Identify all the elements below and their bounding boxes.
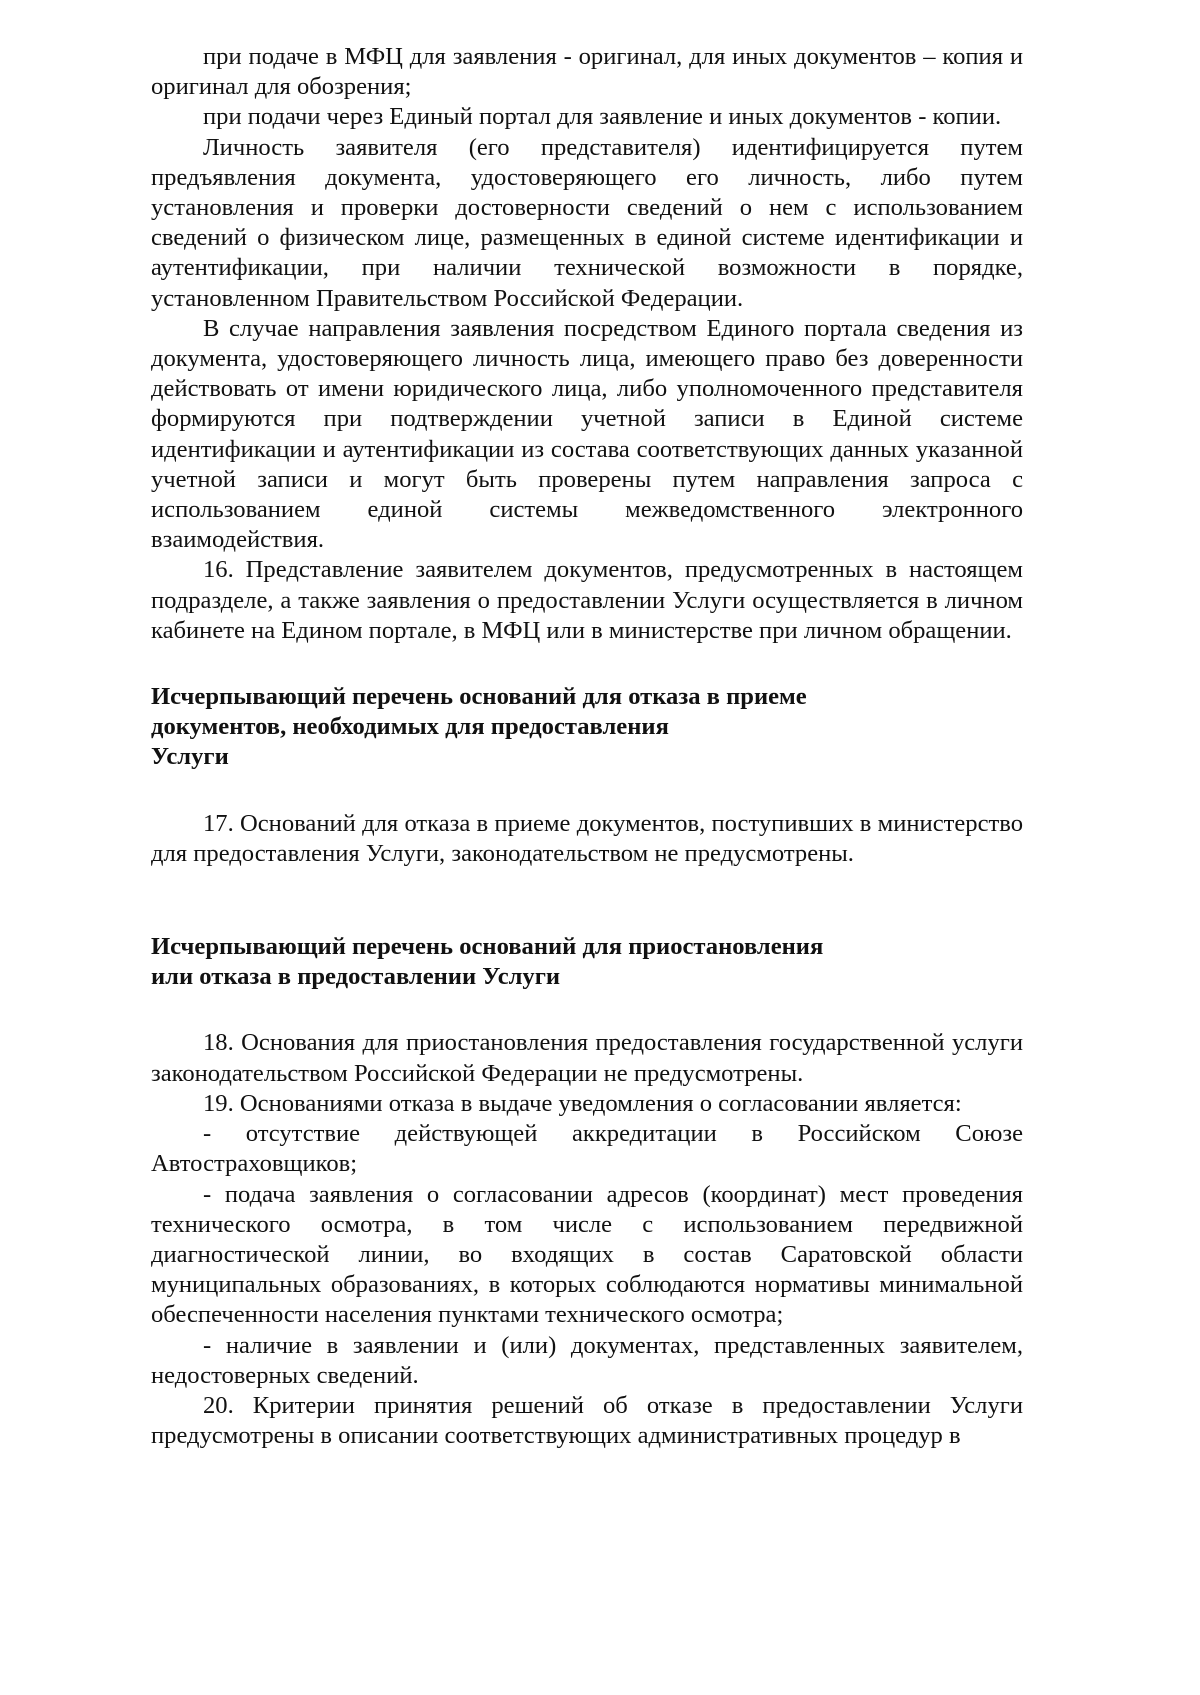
section-heading-suspension-refusal — [151, 932, 1023, 992]
list-item-false-information: - наличие в заявлении и (или) документах, представленных заявителем, недостоверных сведений. — [151, 1331, 1023, 1389]
paragraph-portal-data: В случае направления заявления посредством Единого портала сведения из документа, удостоверяющего личность лица, имеющего право без доверенности действовать от имени юридического лица, либо уполномоченного представителя формируются при подтверждении учетной записи в Единой системе идентификации и аутентификации из состава соответствующих данных указанной учетной записи и могут быть проверены путем направления запроса с использованием единой системы межведомственного электронного взаимодействия. — [151, 314, 1023, 554]
paragraph-identity: Личность заявителя (его представителя) идентифицируется путем предъявления документа, удостоверяющего его личность, либо путем установления и проверки достоверности сведений о нем с использованием сведений о физическом лице, размещенных в единой системе идентификации и аутентификации, при наличии технической возможности в порядке, установленном Правительством Российской Федерации. — [151, 133, 1023, 312]
list-item-accreditation: - отсутствие действующей аккредитации в Российском Союзе Автостраховщиков; — [151, 1120, 1023, 1178]
paragraph-mfc-submission: при подаче в МФЦ для заявления - оригинал, для иных документов – копия и оригинал для обозрения; — [151, 43, 1023, 101]
paragraph-18: 18. Основания для приостановления предоставления государственной услуги законодательством Российской Федерации не предусмотрены. — [151, 1029, 1023, 1087]
paragraph-17: 17. Оснований для отказа в приеме документов, поступивших в министерство для предоставления Услуги, законодательством не предусмотрены. — [151, 809, 1023, 867]
heading-line: Исчерпывающий перечень оснований для приостановления — [151, 933, 824, 961]
paragraph-19: 19. Основаниями отказа в выдаче уведомления о согласовании является: — [203, 1089, 962, 1117]
list-item-address-application: - подача заявления о согласовании адресов (координат) мест проведения технического осмотра, в том числе с использованием передвижной диагностической линии, во входящих в состав Саратовской области муниципальных образованиях, в которых соблюдаются нормативы минимальной обеспеченности населения пунктами технического осмотра; — [151, 1180, 1023, 1329]
heading-line: или отказа в предоставлении Услуги — [151, 963, 561, 991]
heading-line: Исчерпывающий перечень оснований для отказа в приеме — [151, 683, 807, 711]
paragraph-portal-submission: при подачи через Единый портал для заявление и иных документов - копии. — [203, 103, 1002, 131]
heading-line: документов, необходимых для предоставления — [151, 713, 669, 741]
paragraph-16: 16. Представление заявителем документов, предусмотренных в настоящем подразделе, а также заявления о предоставлении Услуги осуществляется в личном кабинете на Едином портале, в МФЦ или в министерстве при личном обращении. — [151, 556, 1023, 644]
heading-line: Услуги — [151, 743, 229, 771]
section-heading-refusal-acceptance — [151, 682, 1023, 773]
document-page — [151, 42, 1023, 1451]
paragraph-20: 20. Критерии принятия решений об отказе в предоставлении Услуги предусмотрены в описании соответствующих административных процедур в — [151, 1391, 1023, 1450]
